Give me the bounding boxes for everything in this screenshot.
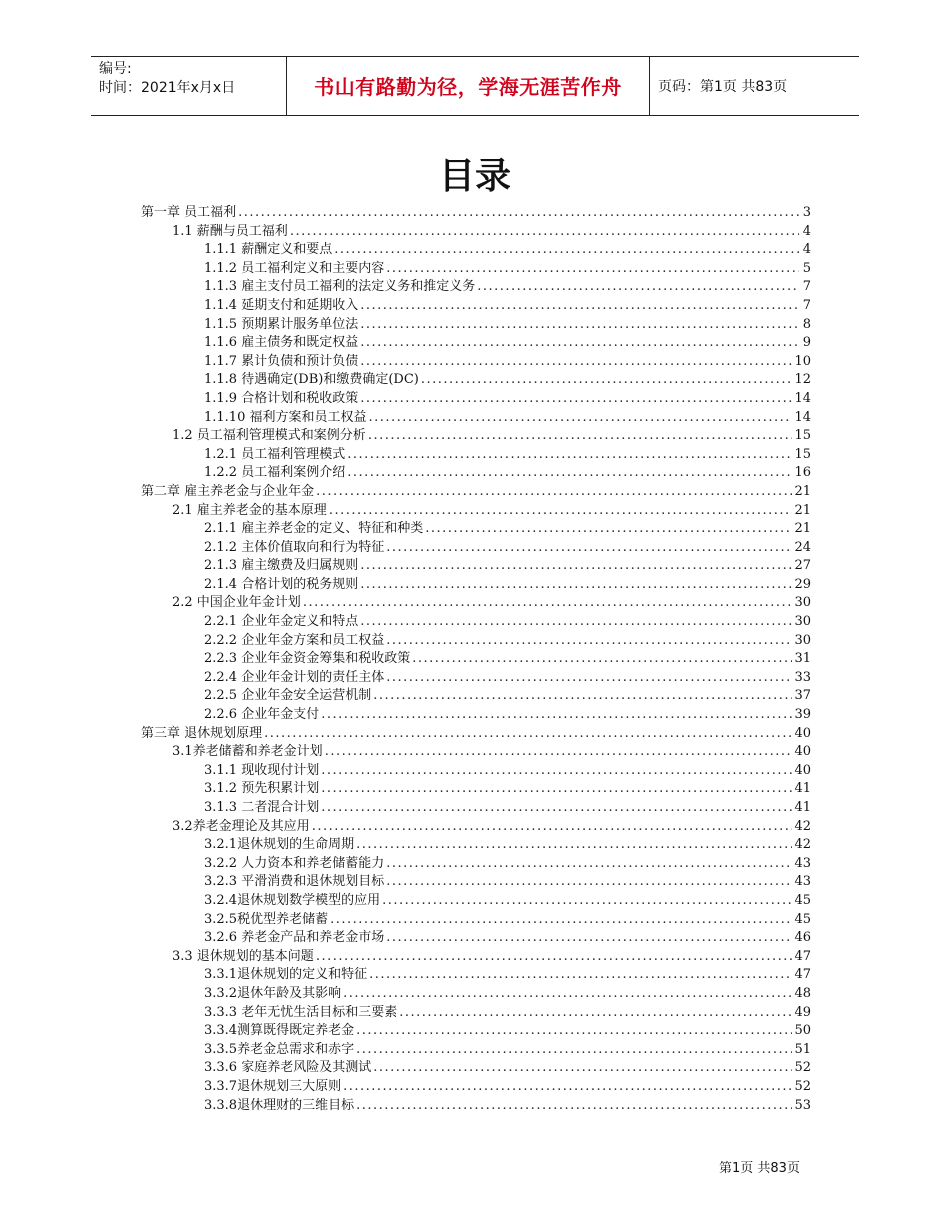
toc-dot-leader [421,371,793,390]
toc-entry[interactable] [141,334,811,353]
toc-entry-title: 2.2.6 企业年金支付 [204,707,320,723]
toc-entry-page: 43 [794,874,811,890]
toc-entry-page: 52 [794,1060,811,1076]
toc-dot-leader [360,613,792,632]
toc-dot-leader [399,1004,792,1023]
toc-entry-title: 3.3.2退休年龄及其影响 [204,985,342,1001]
toc-entry-page: 50 [794,1023,811,1039]
toc-entry-page: 41 [794,800,811,815]
toc-dot-leader [360,316,799,335]
toc-entry-page: 9 [802,335,811,351]
toc-entry[interactable] [141,873,811,892]
toc-dot-leader [329,502,793,521]
toc-entry-title: 1.1.8 待遇确定(DB)和缴费确定(DC) [204,372,419,388]
toc-entry-page: 10 [794,353,811,369]
toc-entry[interactable] [141,780,811,799]
toc-entry-title: 2.1.1 雇主养老金的定义、特征和种类 [204,521,424,537]
toc-dot-leader [412,650,792,669]
toc-entry[interactable] [141,502,811,521]
toc-entry[interactable] [141,409,811,428]
toc-entry-title: 3.2.5税优型养老储蓄 [204,911,329,927]
toc-entry-title: 3.1.2 预先积累计划 [204,781,320,797]
toc-entry[interactable] [141,483,811,502]
toc-entry-page: 33 [794,669,811,685]
toc-entry-title: 3.2.3 平滑消费和退休规划目标 [204,874,385,890]
toc-dot-leader [325,743,793,762]
toc-entry[interactable] [141,557,811,576]
toc-entry-page: 47 [794,967,811,983]
toc-entry[interactable] [141,539,811,558]
toc-dot-leader [330,911,792,930]
toc-entry[interactable] [141,948,811,967]
toc-entry[interactable] [141,892,811,911]
header-bottom-rule [91,115,859,116]
toc-entry-page: 4 [802,242,811,258]
toc-dot-leader [360,557,792,576]
toc-entry[interactable] [141,669,811,688]
toc-entry-title: 1.1.7 累计负债和预计负债 [204,353,359,369]
toc-entry[interactable] [141,446,811,465]
toc-entry-page: 51 [794,1041,811,1057]
toc-entry-title: 2.1.2 主体价值取向和行为特征 [204,539,385,555]
toc-entry-title: 3.2.4退休规划数学模型的应用 [204,892,381,908]
toc-dot-leader [477,278,799,297]
toc-dot-leader [321,799,792,818]
toc-dot-leader [264,725,792,744]
toc-entry[interactable] [141,1078,811,1097]
toc-entry[interactable] [141,371,811,390]
toc-entry-page: 42 [794,837,811,853]
toc-entry[interactable] [141,929,811,948]
toc-entry-title: 3.3 退休规划的基本问题 [172,948,314,964]
toc-entry-page: 48 [794,985,811,1001]
toc-dot-leader [290,223,799,242]
toc-dot-leader [386,632,792,651]
toc-entry-page: 41 [794,781,811,797]
toc-entry-page: 30 [794,632,811,648]
toc-entry[interactable] [141,911,811,930]
toc-entry[interactable] [141,743,811,762]
toc-entry-page: 7 [802,297,811,313]
toc-dot-leader [360,576,792,595]
toc-entry-title: 2.2.4 企业年金计划的责任主体 [204,669,385,685]
toc-entry[interactable] [141,613,811,632]
toc-dot-leader [238,204,799,223]
toc-entry[interactable] [141,1022,811,1041]
toc-entry-page: 8 [802,316,811,332]
toc-entry-title: 第一章 员工福利 [141,205,237,220]
toc-entry-title: 3.1养老储蓄和养老金计划 [172,744,323,760]
toc-entry-title: 3.3.3 老年无忧生活目标和三要素 [204,1004,398,1020]
toc-entry-title: 1.1.1 薪酬定义和要点 [204,242,333,258]
toc-dot-leader [368,409,792,428]
toc-entry-page: 39 [794,707,811,723]
toc-entry-title: 3.1.1 现收现付计划 [204,762,320,778]
toc-entry-page: 30 [794,595,811,611]
toc-entry-title: 3.3.1退休规划的定义和特征 [204,967,368,983]
toc-entry[interactable] [141,1059,811,1078]
toc-entry-page: 45 [794,911,811,927]
toc-entry-title: 1.1.10 福利方案和员工权益 [204,409,367,425]
toc-entry-title: 3.3.6 家庭养老风险及其测试 [204,1060,372,1076]
toc-entry-page: 15 [794,428,811,444]
table-of-contents [141,204,811,1115]
toc-entry[interactable] [141,1004,811,1023]
toc-entry-title: 3.2.1退休规划的生命周期 [204,837,355,853]
toc-dot-leader [316,483,792,502]
toc-entry-title: 2.2 中国企业年金计划 [172,595,301,611]
toc-dot-leader [356,1097,792,1116]
toc-entry-page: 14 [794,409,811,425]
toc-dot-leader [356,1022,792,1041]
toc-entry[interactable] [141,966,811,985]
toc-entry-page: 49 [794,1004,811,1020]
toc-entry-title: 1.1.6 雇主债务和既定权益 [204,335,359,351]
toc-entry-page: 40 [794,725,811,741]
toc-entry-page: 45 [794,892,811,908]
toc-entry-page: 37 [794,688,811,704]
toc-entry-page: 42 [794,818,811,834]
toc-entry-title: 1.2.2 员工福利案例介绍 [204,465,346,481]
toc-entry-title: 2.1.3 雇主缴费及归属规则 [204,558,359,574]
time-label: 时间：2021年x月x日 [99,80,236,96]
toc-entry[interactable] [141,390,811,409]
toc-entry-title: 2.2.1 企业年金定义和特点 [204,614,359,630]
toc-dot-leader [360,390,792,409]
toc-entry-title: 2.2.5 企业年金安全运营机制 [204,688,372,704]
toc-dot-leader [360,334,799,353]
header-motto-cell [286,56,650,115]
toc-entry[interactable] [141,427,811,446]
toc-entry-page: 7 [802,279,811,295]
toc-entry[interactable] [141,576,811,595]
toc-dot-leader [347,446,792,465]
toc-entry-page: 21 [794,502,811,518]
toc-entry[interactable] [141,818,811,837]
serial-label: 编号: [99,61,132,77]
toc-entry[interactable] [141,762,811,781]
toc-entry-page: 15 [794,446,811,462]
toc-entry-title: 2.2.2 企业年金方案和员工权益 [204,632,385,648]
toc-entry[interactable] [141,706,811,725]
toc-dot-leader [321,762,792,781]
toc-entry-title: 1.1.3 雇主支付员工福利的法定义务和推定义务 [204,279,476,295]
toc-entry-page: 14 [794,390,811,406]
toc-entry[interactable] [141,1041,811,1060]
toc-entry-page: 40 [794,744,811,760]
toc-entry-page: 52 [794,1078,811,1094]
toc-dot-leader [343,985,792,1004]
toc-entry-page: 4 [802,223,811,239]
toc-entry[interactable] [141,594,811,613]
toc-entry-page: 47 [794,948,811,964]
footer-page-info: 第1页 共83页 [719,1161,800,1176]
toc-dot-leader [356,1041,792,1060]
toc-entry[interactable] [141,799,811,818]
toc-entry-title: 3.3.8退休理财的三维目标 [204,1097,355,1113]
toc-entry-page: 43 [794,855,811,871]
toc-entry-page: 29 [794,576,811,592]
toc-entry[interactable] [141,297,811,316]
toc-dot-leader [312,818,793,837]
toc-dot-leader [303,594,793,613]
toc-entry-title: 2.1.4 合格计划的税务规则 [204,576,359,592]
toc-dot-leader [360,297,799,316]
toc-entry-title: 3.3.5养老金总需求和赤字 [204,1041,355,1057]
toc-entry-title: 3.2养老金理论及其应用 [172,818,310,834]
toc-dot-leader [369,966,792,985]
toc-dot-leader [356,836,792,855]
toc-dot-leader [386,855,792,874]
header-page-info: 页码：第1页 共83页 [658,78,788,95]
toc-dot-leader [316,948,793,967]
toc-entry[interactable] [141,855,811,874]
toc-entry[interactable] [141,632,811,651]
toc-entry-page: 27 [794,558,811,574]
page-title: 目录 [438,156,511,197]
toc-dot-leader [343,1078,792,1097]
toc-entry-title: 1.1.2 员工福利定义和主要内容 [204,260,385,276]
toc-entry[interactable] [141,725,811,744]
toc-entry[interactable] [141,241,811,260]
toc-entry-title: 3.1.3 二者混合计划 [204,800,320,815]
toc-entry-page: 40 [794,762,811,778]
toc-dot-leader [382,892,792,911]
toc-entry-page: 12 [794,372,811,388]
toc-entry[interactable] [141,520,811,539]
toc-entry[interactable] [141,316,811,335]
toc-entry-page: 21 [794,521,811,537]
toc-entry-title: 3.2.2 人力资本和养老储蓄能力 [204,855,385,871]
toc-entry-page: 3 [802,205,811,220]
toc-entry-title: 3.3.4测算既得既定养老金 [204,1023,355,1039]
toc-dot-leader [321,706,792,725]
toc-dot-leader [321,780,792,799]
toc-dot-leader [334,241,799,260]
toc-entry-page: 16 [794,465,811,481]
toc-entry-page: 21 [794,483,811,499]
toc-entry[interactable] [141,687,811,706]
toc-entry-page: 46 [794,930,811,946]
toc-dot-leader [368,427,793,446]
toc-entry-title: 1.1.4 延期支付和延期收入 [204,297,359,313]
toc-entry-page: 53 [794,1097,811,1113]
toc-dot-leader [360,353,792,372]
header-meta [99,60,284,98]
header-motto: 书山有路勤为径，学海无涯苦作舟 [314,75,622,99]
toc-dot-leader [386,669,792,688]
toc-dot-leader [425,520,792,539]
toc-dot-leader [386,873,792,892]
toc-entry-title: 2.2.3 企业年金资金筹集和税收政策 [204,651,411,667]
toc-dot-leader [373,687,792,706]
toc-entry[interactable] [141,223,811,242]
toc-entry-title: 3.2.6 养老金产品和养老金市场 [204,930,385,946]
toc-entry[interactable] [141,278,811,297]
toc-entry-title: 第二章 雇主养老金与企业年金 [141,483,315,499]
toc-entry[interactable] [141,353,811,372]
toc-entry-title: 1.1.9 合格计划和税收政策 [204,390,359,406]
toc-entry-page: 30 [794,614,811,630]
toc-dot-leader [386,260,799,279]
toc-entry[interactable] [141,1097,811,1116]
toc-entry-title: 1.1 薪酬与员工福利 [172,223,288,239]
toc-entry-page: 24 [794,539,811,555]
toc-entry-page: 31 [794,651,811,667]
toc-entry-title: 3.3.7退休规划三大原则 [204,1078,342,1094]
toc-dot-leader [386,539,792,558]
toc-entry[interactable] [141,836,811,855]
toc-dot-leader [373,1059,792,1078]
toc-dot-leader [386,929,792,948]
toc-entry[interactable] [141,260,811,279]
toc-entry[interactable] [141,204,811,223]
toc-entry[interactable] [141,464,811,483]
toc-entry-title: 2.1 雇主养老金的基本原理 [172,502,327,518]
toc-entry-page: 5 [802,260,811,276]
toc-entry-title: 1.2.1 员工福利管理模式 [204,446,346,462]
toc-dot-leader [347,464,792,483]
toc-entry-title: 1.2 员工福利管理模式和案例分析 [172,428,366,444]
toc-entry-title: 第三章 退休规划原理 [141,725,263,741]
toc-entry[interactable] [141,985,811,1004]
toc-entry[interactable] [141,650,811,669]
toc-entry-title: 1.1.5 预期累计服务单位法 [204,316,359,332]
